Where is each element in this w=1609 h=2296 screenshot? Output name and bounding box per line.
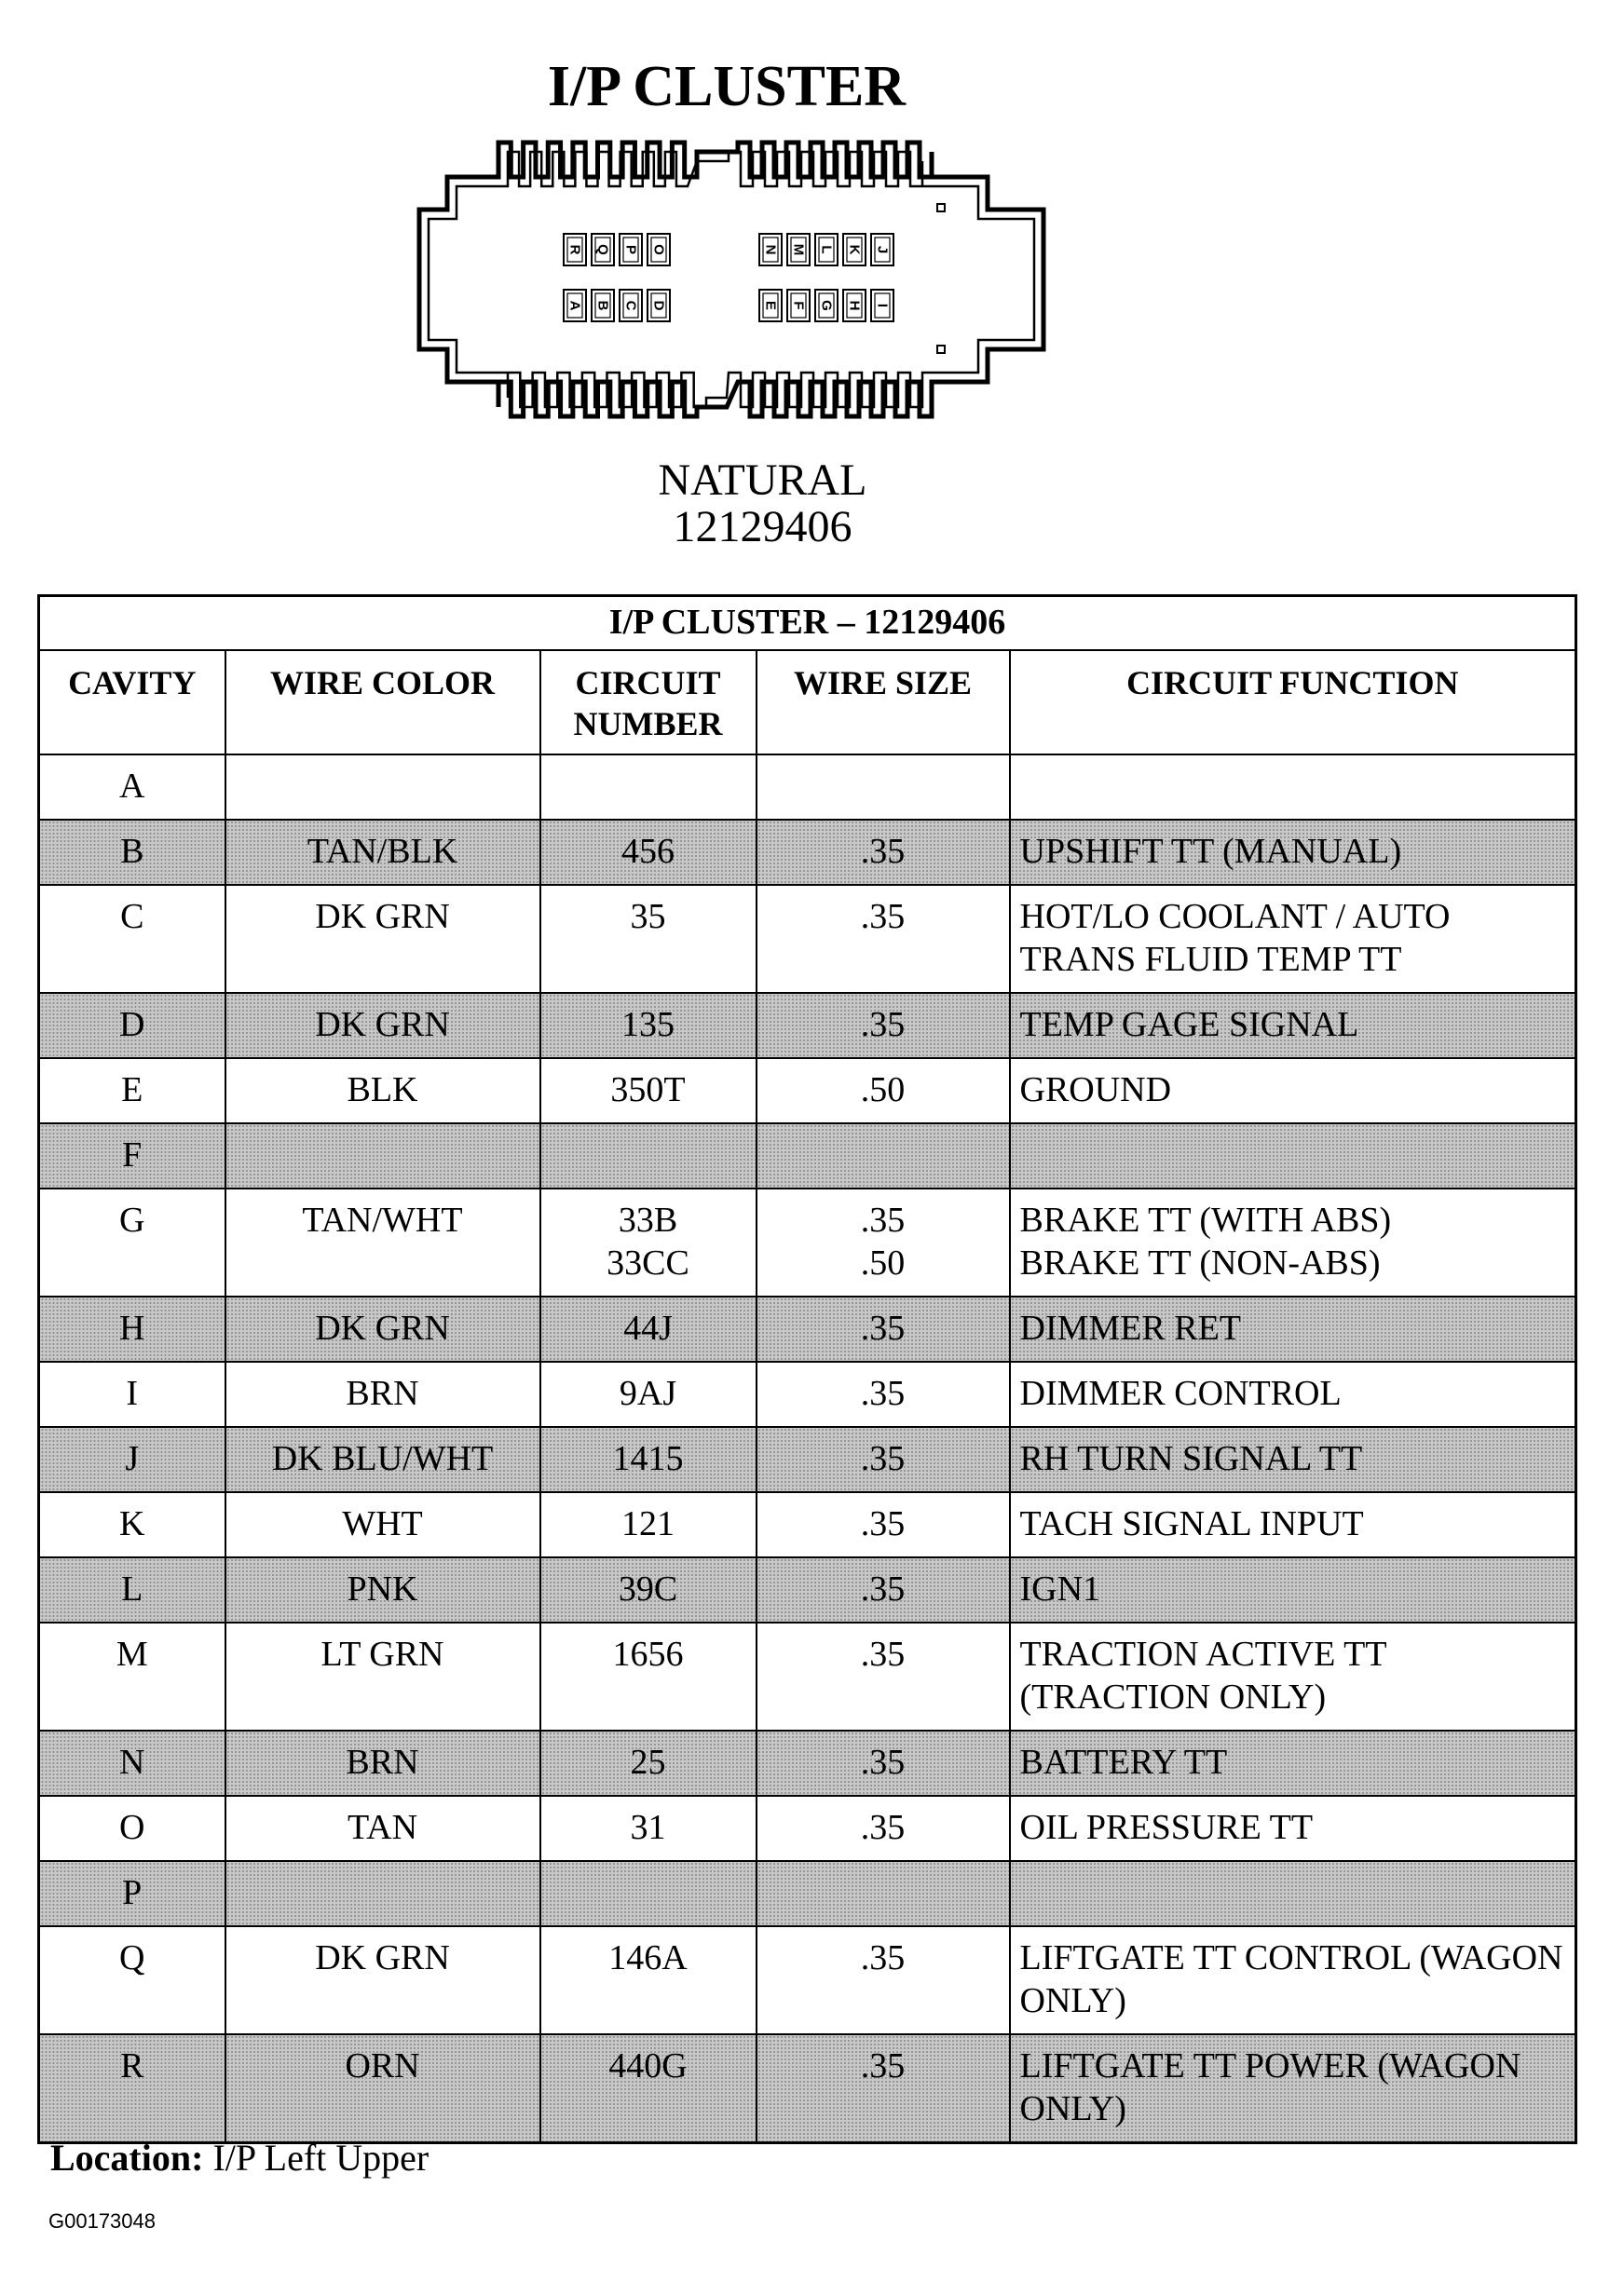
table-row bbox=[39, 1557, 1576, 1623]
cavity-R bbox=[564, 234, 586, 265]
cell-circuit-function bbox=[1010, 1623, 1576, 1731]
cell-wire-size bbox=[757, 2034, 1010, 2143]
connector-outline bbox=[419, 143, 1043, 416]
cell-cavity-text: B bbox=[120, 832, 144, 871]
cell-wire-size bbox=[757, 1731, 1010, 1796]
cell-circuit-function-text: BATTERY TT bbox=[1019, 1743, 1228, 1782]
cavity-J bbox=[871, 234, 893, 265]
cell-circuit-number-text-2: 33CC bbox=[607, 1243, 689, 1283]
table-row bbox=[39, 1492, 1576, 1557]
cell-wire-color-text: DK GRN bbox=[315, 1309, 450, 1348]
cell-wire-size bbox=[757, 820, 1010, 885]
cell-cavity-text: A bbox=[119, 767, 145, 806]
cell-wire-size bbox=[757, 1623, 1010, 1731]
cell-circuit-function-text: GROUND bbox=[1019, 1070, 1172, 1109]
cell-cavity bbox=[39, 1557, 225, 1623]
cell-circuit-number-text: 25 bbox=[630, 1743, 666, 1782]
table-row bbox=[39, 820, 1576, 885]
cavity-E bbox=[759, 290, 782, 321]
cell-circuit-number bbox=[540, 2034, 757, 2143]
cell-circuit-number-text: 1415 bbox=[612, 1439, 684, 1478]
cell-wire-color-text: BLK bbox=[347, 1070, 418, 1109]
cell-wire-size-text: .35 bbox=[860, 1635, 906, 1674]
table-row bbox=[39, 1796, 1576, 1861]
cell-wire-size-text: .35 bbox=[860, 1569, 906, 1609]
cell-cavity-text: G bbox=[119, 1201, 145, 1240]
cell-wire-size-text: .35 bbox=[860, 1374, 906, 1413]
cell-wire-color bbox=[225, 1557, 540, 1623]
connector-diagram bbox=[410, 135, 1062, 433]
cell-circuit-function-text: TRACTION ACTIVE TT (TRACTION ONLY) bbox=[1019, 1635, 1386, 1717]
cell-circuit-number bbox=[540, 1926, 757, 2034]
cell-circuit-function-text-2: BRAKE TT (NON-ABS) bbox=[1019, 1243, 1381, 1283]
cell-cavity-text: D bbox=[119, 1005, 145, 1044]
cell-wire-size bbox=[757, 1557, 1010, 1623]
cavity-label: H bbox=[846, 300, 863, 311]
cell-wire-color-text: TAN/WHT bbox=[302, 1201, 463, 1240]
cell-cavity bbox=[39, 1427, 225, 1492]
location-label: Location: bbox=[50, 2137, 204, 2179]
table-row bbox=[39, 2034, 1576, 2143]
cell-circuit-function bbox=[1010, 1492, 1576, 1557]
cell-circuit-number bbox=[540, 1861, 757, 1926]
cell-circuit-function bbox=[1010, 993, 1576, 1058]
table-row bbox=[39, 1297, 1576, 1362]
header-wire-color: WIRE COLOR bbox=[225, 650, 540, 754]
cavity-P bbox=[620, 234, 642, 265]
cell-circuit-number-text: 35 bbox=[630, 897, 666, 936]
header-circuit-number: CIRCUIT NUMBER bbox=[540, 650, 757, 754]
cell-wire-size-text: .35 bbox=[860, 1808, 906, 1847]
cell-cavity-text: J bbox=[125, 1439, 140, 1478]
cell-circuit-number bbox=[540, 820, 757, 885]
cavity-N bbox=[759, 234, 782, 265]
cell-cavity-text: M bbox=[116, 1635, 148, 1674]
cavity-D bbox=[648, 290, 670, 321]
cell-circuit-number-text: 39C bbox=[618, 1569, 678, 1609]
cell-wire-size bbox=[757, 1058, 1010, 1123]
cavity-L bbox=[815, 234, 838, 265]
cell-wire-size-text: .50 bbox=[860, 1070, 906, 1109]
figure-id: G00173048 bbox=[48, 2209, 156, 2233]
cavity-label: K bbox=[846, 244, 863, 255]
cell-circuit-function bbox=[1010, 754, 1576, 820]
cell-wire-color bbox=[225, 1623, 540, 1731]
cell-wire-size-text-2: .50 bbox=[860, 1243, 906, 1283]
cell-wire-size bbox=[757, 1123, 1010, 1189]
location-note bbox=[50, 2136, 429, 2180]
cell-circuit-function bbox=[1010, 1362, 1576, 1427]
cavity-label: E bbox=[762, 300, 779, 311]
cell-cavity bbox=[39, 1123, 225, 1189]
cell-wire-size-text: .35 bbox=[860, 1005, 906, 1044]
cell-circuit-function-text: HOT/LO COOLANT / AUTO TRANS FLUID TEMP TT bbox=[1019, 897, 1451, 979]
cavity-H bbox=[843, 290, 866, 321]
cell-wire-color bbox=[225, 2034, 540, 2143]
cell-cavity-text: Q bbox=[119, 1938, 145, 1977]
cell-wire-size-text: .35 bbox=[860, 832, 906, 871]
cell-cavity-text: R bbox=[120, 2046, 144, 2085]
cell-wire-color bbox=[225, 1297, 540, 1362]
cell-cavity-text: C bbox=[120, 897, 144, 936]
table-row bbox=[39, 754, 1576, 820]
cell-wire-size bbox=[757, 885, 1010, 993]
cell-cavity bbox=[39, 1189, 225, 1297]
cell-wire-color bbox=[225, 820, 540, 885]
cell-circuit-function bbox=[1010, 2034, 1576, 2143]
cavity-label: B bbox=[594, 300, 611, 311]
pinout-table bbox=[37, 594, 1577, 2144]
cell-cavity bbox=[39, 1362, 225, 1427]
cell-cavity bbox=[39, 1297, 225, 1362]
cell-wire-color-text: ORN bbox=[345, 2046, 420, 2085]
cavity-A bbox=[564, 290, 586, 321]
cell-circuit-number-text: 456 bbox=[621, 832, 675, 871]
cell-cavity bbox=[39, 1731, 225, 1796]
cell-wire-color bbox=[225, 1731, 540, 1796]
cell-wire-size bbox=[757, 1796, 1010, 1861]
cell-cavity-text: K bbox=[119, 1504, 145, 1543]
cell-circuit-number-text: 350T bbox=[610, 1070, 686, 1109]
cavity-row-bottom bbox=[564, 290, 893, 321]
cell-cavity-text: O bbox=[119, 1808, 145, 1847]
cavity-row-top bbox=[564, 234, 893, 265]
cell-wire-color bbox=[225, 754, 540, 820]
cavity-O bbox=[648, 234, 670, 265]
cell-wire-color bbox=[225, 1796, 540, 1861]
cell-circuit-function bbox=[1010, 820, 1576, 885]
table-row bbox=[39, 1058, 1576, 1123]
cavity-label: A bbox=[566, 300, 583, 311]
cavity-label: O bbox=[650, 244, 667, 255]
cell-wire-color-text: WHT bbox=[342, 1504, 423, 1543]
cavity-label: M bbox=[790, 243, 807, 256]
cell-circuit-number-text: 33B bbox=[618, 1201, 678, 1240]
cell-wire-color-text: PNK bbox=[347, 1569, 418, 1609]
cell-circuit-number-text: 1656 bbox=[612, 1635, 684, 1674]
cell-cavity-text: N bbox=[119, 1743, 145, 1782]
cell-wire-size bbox=[757, 1861, 1010, 1926]
cell-circuit-number bbox=[540, 1189, 757, 1297]
cell-wire-color-text: BRN bbox=[346, 1743, 419, 1782]
cavity-label: J bbox=[874, 245, 891, 254]
cell-wire-color bbox=[225, 1926, 540, 2034]
connector-outline-inner bbox=[429, 152, 1034, 407]
cell-cavity bbox=[39, 2034, 225, 2143]
cell-circuit-number-text: 440G bbox=[608, 2046, 688, 2085]
cell-wire-color-text: TAN/BLK bbox=[307, 832, 458, 871]
cell-circuit-number-text: 135 bbox=[621, 1005, 675, 1044]
cell-wire-color-text: DK GRN bbox=[315, 1005, 450, 1044]
location-value: I/P Left Upper bbox=[212, 2137, 430, 2179]
cavity-label: L bbox=[818, 245, 835, 254]
cell-circuit-number bbox=[540, 993, 757, 1058]
cell-circuit-function bbox=[1010, 1297, 1576, 1362]
cavity-label: G bbox=[818, 300, 835, 311]
cell-wire-color bbox=[225, 885, 540, 993]
cell-wire-size bbox=[757, 754, 1010, 820]
cell-circuit-function bbox=[1010, 1427, 1576, 1492]
cell-circuit-number bbox=[540, 1427, 757, 1492]
cell-cavity-text: E bbox=[121, 1070, 143, 1109]
cavity-label: I bbox=[874, 303, 891, 308]
cavity-label: P bbox=[622, 244, 639, 255]
cell-wire-color bbox=[225, 1362, 540, 1427]
cavity-label: R bbox=[566, 244, 583, 255]
latch-mark-top bbox=[937, 204, 945, 211]
cell-cavity bbox=[39, 993, 225, 1058]
cavity-label: C bbox=[622, 300, 639, 311]
cell-wire-size-text: .35 bbox=[860, 1309, 906, 1348]
table-row bbox=[39, 1123, 1576, 1189]
cell-cavity bbox=[39, 1796, 225, 1861]
cell-cavity bbox=[39, 1861, 225, 1926]
cavity-M bbox=[787, 234, 810, 265]
cell-circuit-function bbox=[1010, 1796, 1576, 1861]
cavity-I bbox=[871, 290, 893, 321]
cell-cavity-text: P bbox=[122, 1873, 143, 1912]
table-row bbox=[39, 1189, 1576, 1297]
cell-wire-color bbox=[225, 1861, 540, 1926]
cell-circuit-number bbox=[540, 1796, 757, 1861]
cell-circuit-function-text: LIFTGATE TT CONTROL (WAGON ONLY) bbox=[1019, 1938, 1563, 2020]
cell-circuit-function-text: DIMMER CONTROL bbox=[1019, 1374, 1342, 1413]
cell-cavity bbox=[39, 885, 225, 993]
cell-cavity bbox=[39, 754, 225, 820]
cell-circuit-function-text: TEMP GAGE SIGNAL bbox=[1019, 1005, 1359, 1044]
cell-cavity bbox=[39, 1058, 225, 1123]
cell-circuit-number bbox=[540, 1058, 757, 1123]
cell-circuit-number-text: 121 bbox=[621, 1504, 675, 1543]
cell-wire-size-text: .35 bbox=[860, 2046, 906, 2085]
cavity-B bbox=[592, 290, 614, 321]
cell-circuit-function-text: UPSHIFT TT (MANUAL) bbox=[1019, 832, 1402, 871]
cell-cavity bbox=[39, 1492, 225, 1557]
cell-circuit-number-text: 31 bbox=[630, 1808, 666, 1847]
cell-circuit-function bbox=[1010, 1058, 1576, 1123]
cell-cavity-text: I bbox=[126, 1374, 139, 1413]
header-wire-size: WIRE SIZE bbox=[757, 650, 1010, 754]
table-row bbox=[39, 993, 1576, 1058]
cell-wire-size bbox=[757, 1492, 1010, 1557]
cell-cavity-text: H bbox=[119, 1309, 145, 1348]
latch-mark-bottom bbox=[937, 346, 945, 353]
cell-circuit-function-text: IGN1 bbox=[1019, 1569, 1101, 1609]
cell-wire-color-text: DK GRN bbox=[315, 897, 450, 936]
cell-wire-color-text: LT GRN bbox=[320, 1635, 444, 1674]
cell-wire-size-text: .35 bbox=[860, 1201, 906, 1240]
cell-wire-color bbox=[225, 1123, 540, 1189]
cell-circuit-number bbox=[540, 1731, 757, 1796]
cell-wire-color bbox=[225, 1189, 540, 1297]
cavity-C bbox=[620, 290, 642, 321]
cell-wire-size-text: .35 bbox=[860, 897, 906, 936]
table-row bbox=[39, 1861, 1576, 1926]
cell-cavity bbox=[39, 820, 225, 885]
cell-circuit-number-text: 44J bbox=[623, 1309, 673, 1348]
cavity-label: F bbox=[790, 301, 807, 310]
cell-circuit-number bbox=[540, 754, 757, 820]
table-title: I/P CLUSTER – 12129406 bbox=[39, 596, 1576, 651]
cell-wire-size-text: .35 bbox=[860, 1938, 906, 1977]
cavity-G bbox=[815, 290, 838, 321]
cell-wire-color-text: DK GRN bbox=[315, 1938, 450, 1977]
cell-wire-color-text: DK BLU/WHT bbox=[271, 1439, 494, 1478]
cell-circuit-number-text: 146A bbox=[608, 1938, 688, 1977]
cell-wire-size-text: .35 bbox=[860, 1504, 906, 1543]
cell-wire-size-text: .35 bbox=[860, 1743, 906, 1782]
cell-circuit-function bbox=[1010, 1861, 1576, 1926]
table-row bbox=[39, 885, 1576, 993]
cell-circuit-function-text: LIFTGATE TT POWER (WAGON ONLY) bbox=[1019, 2046, 1521, 2128]
cell-circuit-function bbox=[1010, 1731, 1576, 1796]
cell-circuit-number bbox=[540, 1492, 757, 1557]
cell-wire-size-text: .35 bbox=[860, 1439, 906, 1478]
cavity-Q bbox=[592, 234, 614, 265]
cell-wire-size bbox=[757, 1926, 1010, 2034]
cavity-label: N bbox=[762, 244, 779, 255]
cell-wire-color bbox=[225, 1058, 540, 1123]
header-cavity: CAVITY bbox=[39, 650, 225, 754]
cavity-label: Q bbox=[594, 244, 611, 255]
cell-circuit-function-text: RH TURN SIGNAL TT bbox=[1019, 1439, 1363, 1478]
cell-cavity-text: F bbox=[122, 1135, 143, 1175]
cell-wire-color bbox=[225, 1492, 540, 1557]
cell-wire-size bbox=[757, 1297, 1010, 1362]
cell-circuit-function bbox=[1010, 1189, 1576, 1297]
cavity-F bbox=[787, 290, 810, 321]
cell-circuit-number bbox=[540, 1557, 757, 1623]
cell-circuit-function-text: OIL PRESSURE TT bbox=[1019, 1808, 1314, 1847]
cell-circuit-function-text: BRAKE TT (WITH ABS) bbox=[1019, 1201, 1392, 1240]
connector-color: NATURAL bbox=[658, 455, 867, 505]
cell-circuit-function-text: DIMMER RET bbox=[1019, 1309, 1241, 1348]
cell-circuit-function bbox=[1010, 1123, 1576, 1189]
page-title: I/P CLUSTER bbox=[547, 55, 907, 118]
cell-wire-color bbox=[225, 1427, 540, 1492]
table-row bbox=[39, 1926, 1576, 2034]
cell-wire-color-text: BRN bbox=[346, 1374, 419, 1413]
cell-cavity bbox=[39, 1623, 225, 1731]
table-row bbox=[39, 1362, 1576, 1427]
cell-circuit-function-text: TACH SIGNAL INPUT bbox=[1019, 1504, 1364, 1543]
table-row bbox=[39, 1427, 1576, 1492]
cell-circuit-function bbox=[1010, 1557, 1576, 1623]
cell-cavity-text: L bbox=[121, 1569, 143, 1609]
cell-circuit-number bbox=[540, 1623, 757, 1731]
header-circuit-function: CIRCUIT FUNCTION bbox=[1010, 650, 1576, 754]
cell-circuit-number bbox=[540, 885, 757, 993]
cell-wire-size bbox=[757, 1427, 1010, 1492]
connector-part-number: 12129406 bbox=[673, 502, 852, 551]
cell-circuit-number bbox=[540, 1297, 757, 1362]
cavity-K bbox=[843, 234, 866, 265]
cell-wire-size bbox=[757, 1189, 1010, 1297]
cell-circuit-number bbox=[540, 1362, 757, 1427]
cell-circuit-function bbox=[1010, 1926, 1576, 2034]
cell-circuit-function bbox=[1010, 885, 1576, 993]
cell-wire-size bbox=[757, 1362, 1010, 1427]
cell-circuit-number-text: 9AJ bbox=[619, 1374, 677, 1413]
cell-cavity bbox=[39, 1926, 225, 2034]
cavity-label: D bbox=[650, 300, 667, 311]
cell-wire-color bbox=[225, 993, 540, 1058]
table-row bbox=[39, 1731, 1576, 1796]
cell-wire-size bbox=[757, 993, 1010, 1058]
table-row bbox=[39, 1623, 1576, 1731]
cell-wire-color-text: TAN bbox=[347, 1808, 418, 1847]
cell-circuit-number bbox=[540, 1123, 757, 1189]
